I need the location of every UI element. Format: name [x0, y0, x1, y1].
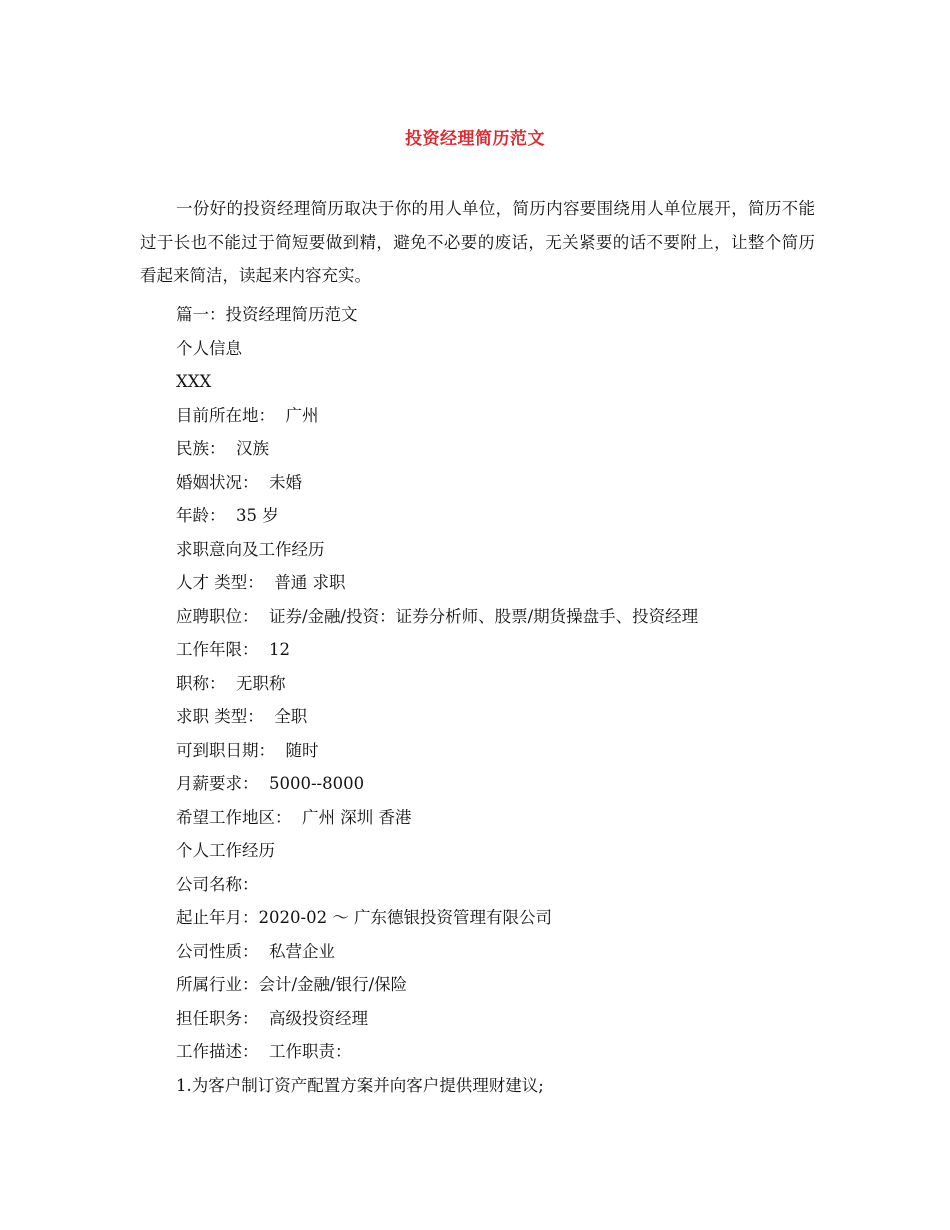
resume-line: 个人信息 — [176, 338, 242, 358]
resume-line: 求职 类型： 全职 — [176, 707, 308, 726]
resume-line: 目前所在地： 广州 — [176, 405, 319, 425]
resume-line: 所属行业：会计/金融/银行/保险 — [176, 975, 408, 994]
resume-line: 希望工作地区： 广州 深圳 香港 — [176, 807, 412, 827]
resume-line: 工作年限： 12 — [176, 640, 290, 659]
resume-line: 月薪要求： 5000--8000 — [176, 774, 365, 793]
resume-line: XXX — [176, 372, 212, 391]
resume-line: 工作描述： 工作职责： — [176, 1042, 352, 1061]
resume-line: 婚姻状况： 未婚 — [176, 472, 302, 492]
resume-line: 个人工作经历 — [176, 841, 275, 860]
intro-paragraph: 一份好的投资经理简历取决于你的用人单位，简历内容要围绕用人单位展开，简历不能过于长也不能过于简短要做到精，避免不必要的废话，无关紧要的话不要附上，让整个简历看起来简洁，读起来内容充实。 — [140, 199, 815, 285]
resume-line: 担任职务： 高级投资经理 — [176, 1008, 368, 1028]
resume-line: 应聘职位： 证券/金融/投资：证券分析师、股票/期货操盘手、投资经理 — [176, 606, 699, 626]
resume-line: 公司名称： — [176, 874, 259, 894]
resume-line: 民族： 汉族 — [176, 439, 269, 458]
resume-line: 人才 类型： 普通 求职 — [176, 573, 346, 592]
resume-line: 篇一：投资经理简历范文 — [176, 305, 358, 324]
resume-line: 职称： 无职称 — [176, 673, 286, 693]
resume-line: 起止年月：2020-02 ～ 广东德银投资管理有限公司 — [176, 908, 553, 927]
resume-line: 公司性质： 私营企业 — [176, 941, 335, 961]
document-title: 投资经理简历范文 — [405, 129, 545, 149]
resume-line: 求职意向及工作经历 — [176, 539, 325, 559]
resume-line: 可到职日期： 随时 — [176, 740, 319, 760]
resume-line: 1.为客户制订资产配置方案并向客户提供理财建议; — [176, 1075, 544, 1095]
resume-line: 年龄： 35 岁 — [176, 506, 279, 525]
resume-lines — [176, 298, 836, 1102]
